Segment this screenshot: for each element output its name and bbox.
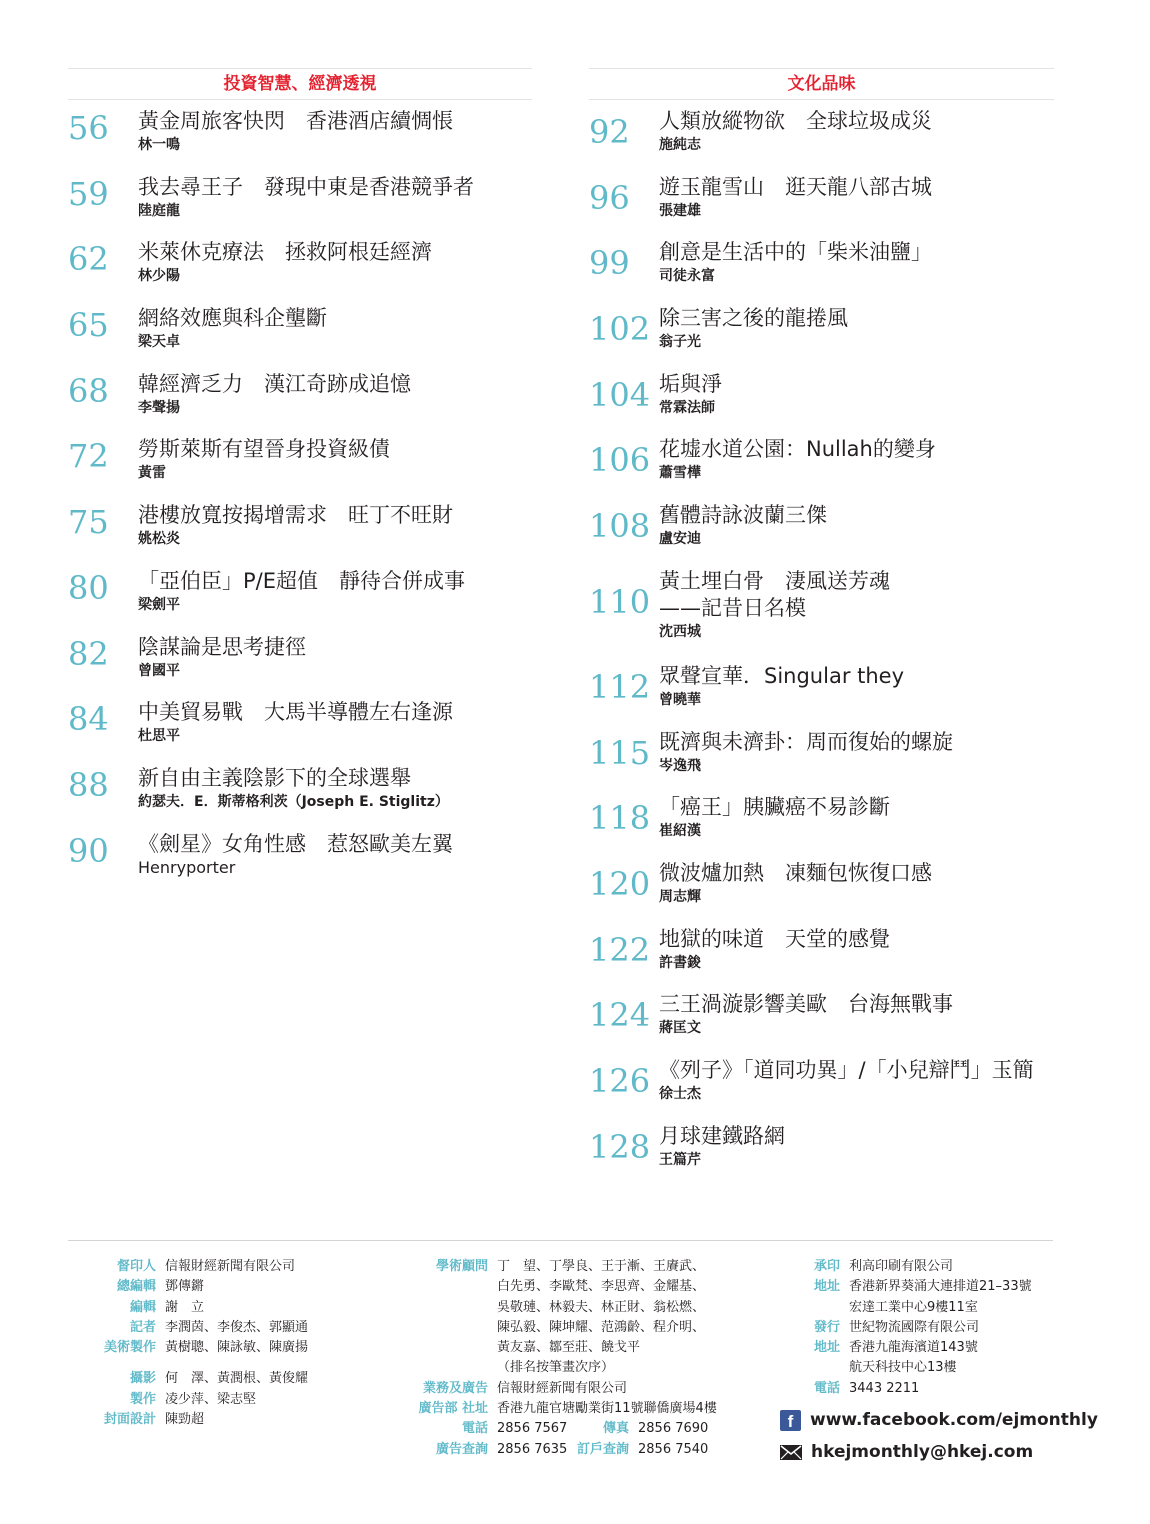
- article-title[interactable]: 舊體詩詠波蘭三傑: [659, 503, 827, 528]
- article-title[interactable]: 地獄的味道 天堂的感覺: [659, 926, 890, 951]
- page-number: 59: [68, 174, 109, 213]
- email-address[interactable]: hkejmonthly@hkej.com: [811, 1442, 1034, 1462]
- article-author: 曾曉華: [659, 691, 701, 708]
- page-number: 65: [68, 306, 109, 345]
- article-title[interactable]: 陰謀論是思考捷徑: [138, 634, 306, 659]
- page-number: 128: [589, 1127, 651, 1166]
- toc-entry[interactable]: [589, 428, 1054, 494]
- masthead-footer: [68, 1240, 1098, 1462]
- credit-value: 凌少萍、梁志堅: [165, 1391, 257, 1407]
- article-title[interactable]: 韓經濟乏力 漢江奇跡成追憶: [138, 371, 411, 396]
- article-title[interactable]: 黃金周旅客快閃 香港酒店續惆悵: [138, 109, 453, 133]
- toc-entry[interactable]: [68, 691, 532, 757]
- article-title[interactable]: 月球建鐵路網: [659, 1123, 785, 1148]
- credit-value: 利高印刷有限公司: [849, 1259, 954, 1274]
- credit-label: 總編輯: [116, 1279, 156, 1295]
- article-title[interactable]: 創意是生活中的「柴米油鹽」: [659, 240, 932, 265]
- article-author: 許書鋑: [659, 954, 701, 971]
- toc-entry[interactable]: [589, 918, 1054, 984]
- credit-value: 宏達工業中心9樓11室: [849, 1299, 978, 1315]
- article-title[interactable]: 勞斯萊斯有望晉身投資級債: [138, 437, 390, 462]
- toc-entry[interactable]: [589, 852, 1054, 918]
- toc-entry[interactable]: [68, 560, 532, 626]
- article-author: 司徒永富: [659, 268, 715, 285]
- credit-row: [68, 1318, 308, 1338]
- credit-label: 業務及廣告: [422, 1380, 488, 1396]
- article-title[interactable]: 眾聲宣華．Singular they: [659, 663, 905, 688]
- facebook-url[interactable]: www.facebook.com/ejmonthly: [810, 1410, 1098, 1430]
- page-number: 80: [68, 568, 109, 607]
- toc-entry[interactable]: [68, 100, 532, 166]
- article-author: 蕭雪樺: [659, 465, 701, 482]
- credit-value: 信報財經新聞有限公司: [497, 1380, 628, 1396]
- ad-enquiry-label: 廣告查詢: [435, 1441, 488, 1457]
- social-links: [780, 1404, 1098, 1468]
- credit-row: [68, 1369, 308, 1389]
- credit-value: 世紀物流國際有限公司: [849, 1319, 980, 1335]
- article-title[interactable]: 垢與淨: [659, 371, 722, 396]
- toc-entry[interactable]: [589, 560, 1054, 655]
- toc-entry[interactable]: [589, 1049, 1054, 1115]
- article-author: 梁劍平: [138, 596, 180, 613]
- page-number: 122: [589, 930, 651, 969]
- toc-entry[interactable]: [68, 428, 532, 494]
- credit-label: 封面設計: [103, 1412, 156, 1428]
- page-number: 56: [68, 109, 109, 147]
- toc-entry[interactable]: [68, 297, 532, 363]
- page-number: 62: [68, 240, 109, 279]
- credit-row: [795, 1318, 1032, 1338]
- article-author: 梁天卓: [138, 334, 180, 351]
- page-number: 99: [589, 244, 630, 283]
- credit-label: 學術顧問: [435, 1259, 488, 1274]
- credit-row: [398, 1318, 717, 1338]
- masthead-credits: [68, 1257, 308, 1430]
- article-author: 約瑟夫．E．斯蒂格利茨（Joseph E. Stiglitz）: [138, 793, 449, 810]
- page-number: 84: [68, 700, 109, 739]
- credit-row: [795, 1298, 1032, 1318]
- credit-value: 香港九龍官塘勵業街11號聯僑廣場4樓: [497, 1401, 717, 1417]
- credit-row: [795, 1379, 1032, 1399]
- article-author: 徐士杰: [659, 1085, 701, 1102]
- credit-row: [68, 1390, 308, 1410]
- credit-row: [398, 1440, 717, 1460]
- credit-row: [398, 1419, 717, 1439]
- article-author: 崔紹漢: [659, 823, 701, 840]
- credit-row: [398, 1399, 717, 1419]
- article-title[interactable]: 既濟與未濟卦：周而復始的螺旋: [659, 729, 953, 754]
- toc-entry[interactable]: [589, 786, 1054, 852]
- toc-column-investment: [68, 68, 532, 888]
- toc-entry[interactable]: [589, 363, 1054, 429]
- credit-label: 電話: [813, 1380, 840, 1396]
- spacer: [68, 1358, 308, 1369]
- ad-enquiry-value: 2856 7635: [497, 1441, 568, 1457]
- section-heading-investment: 投資智慧、經濟透視: [68, 68, 532, 100]
- article-author: 姚松炎: [138, 531, 180, 548]
- credit-value: 白先勇、李歐梵、李思齊、金耀基、: [497, 1279, 706, 1295]
- toc-entry[interactable]: [68, 166, 532, 232]
- credit-row: [68, 1257, 308, 1277]
- credit-value: 香港九龍海濱道143號: [849, 1340, 978, 1356]
- credit-row: [795, 1277, 1032, 1297]
- page-number: 90: [68, 831, 109, 870]
- page-number: 115: [589, 733, 651, 772]
- envelope-icon: [780, 1445, 802, 1460]
- phone-label: 電話: [461, 1421, 488, 1437]
- article-author: 陸庭龍: [138, 202, 180, 219]
- credit-value: （排名按筆畫次序）: [497, 1360, 615, 1376]
- article-title[interactable]: 網絡效應與科企壟斷: [138, 306, 327, 331]
- credit-row: [398, 1277, 717, 1297]
- toc-entry[interactable]: [68, 231, 532, 297]
- credit-value: 香港新界葵涌大連排道21–33號: [849, 1279, 1032, 1295]
- article-author: 杜思平: [138, 728, 180, 745]
- credit-value: 陳弘毅、陳坤耀、范鴻齡、程介明、: [497, 1319, 706, 1335]
- article-author: 李聲揚: [138, 399, 180, 416]
- page-number: 108: [589, 507, 651, 546]
- page-number: 88: [68, 765, 109, 804]
- email-link[interactable]: [780, 1436, 1098, 1468]
- page-number: 124: [589, 996, 651, 1035]
- page-number: 126: [589, 1061, 651, 1100]
- article-title[interactable]: 除三害之後的龍捲風: [659, 306, 848, 331]
- credit-value: 陳勁超: [165, 1412, 205, 1428]
- toc-entry[interactable]: [68, 757, 532, 823]
- article-title[interactable]: 「癌王」胰臟癌不易診斷: [659, 795, 890, 820]
- article-author: 黃雷: [138, 465, 166, 482]
- credit-value: 丁 望、丁學良、王于漸、王賡武、: [497, 1259, 706, 1274]
- credit-label: 編輯: [129, 1299, 156, 1315]
- credit-row: [398, 1358, 717, 1378]
- credit-label: 發行: [813, 1319, 840, 1335]
- article-title[interactable]: 「亞伯臣」P/E超值 靜待合併成事: [138, 568, 466, 593]
- credit-row: [795, 1257, 1032, 1277]
- credit-row: [398, 1257, 717, 1277]
- credit-label: 製作: [129, 1391, 156, 1407]
- fax-value: 2856 7690: [638, 1421, 709, 1437]
- article-title[interactable]: 我去尋王子 發現中東是香港競爭者: [138, 174, 474, 199]
- toc-entry[interactable]: [68, 823, 532, 889]
- toc-list-culture: [589, 100, 1054, 1180]
- credit-value: 謝 立: [165, 1299, 205, 1315]
- toc-entry[interactable]: [589, 655, 1054, 721]
- article-author: 王篇芹: [659, 1151, 701, 1168]
- credit-value: 鄧傳鏘: [165, 1279, 205, 1295]
- page-number: 96: [589, 178, 630, 217]
- page-number: 118: [589, 799, 651, 838]
- toc-entry[interactable]: [589, 494, 1054, 560]
- section-heading-culture: 文化品味: [589, 68, 1054, 100]
- article-title[interactable]: 港樓放寬按揭增需求 旺丁不旺財: [138, 503, 453, 528]
- page-number: 102: [589, 310, 651, 349]
- article-author: 林少陽: [138, 268, 180, 285]
- page-number: 106: [589, 441, 651, 480]
- toc-entry[interactable]: [68, 363, 532, 429]
- credit-label: 地址: [813, 1279, 840, 1295]
- credit-label: 記者: [129, 1319, 156, 1335]
- article-title[interactable]: 中美貿易戰 大馬半導體左右逢源: [138, 700, 453, 725]
- toc-column-culture: [589, 68, 1054, 1180]
- article-author: 曾國平: [138, 662, 180, 679]
- toc-entry[interactable]: [589, 297, 1054, 363]
- article-author: 翁子光: [659, 334, 701, 351]
- article-author: 岑逸飛: [659, 757, 701, 774]
- masthead-printing-distribution: [795, 1257, 1032, 1399]
- subscriber-enquiry-label: 訂戶查詢: [576, 1441, 629, 1457]
- credit-label: 美術製作: [103, 1340, 156, 1356]
- page-number: 120: [589, 864, 651, 903]
- article-title[interactable]: 米萊休克療法 拯救阿根廷經濟: [138, 240, 432, 265]
- article-title[interactable]: 微波爐加熱 凍麵包恢復口感: [659, 860, 932, 885]
- phone-value: 2856 7567: [497, 1421, 568, 1437]
- article-title[interactable]: 人類放縱物欲 全球垃圾成災: [659, 109, 932, 133]
- credit-label: 地址: [813, 1340, 840, 1356]
- credit-value: 黃樹聰、陳詠敏、陳廣揚: [165, 1340, 309, 1356]
- page-number: 68: [68, 371, 109, 410]
- page-number: 110: [589, 582, 651, 621]
- article-title[interactable]: 三王渦漩影響美歐 台海無戰事: [659, 992, 953, 1017]
- page-number: 92: [589, 113, 630, 151]
- article-title[interactable]: 《劍星》女角性感 惹怒歐美左翼: [138, 831, 453, 856]
- article-author: 沈西城: [659, 623, 701, 640]
- fax-label: 傳真: [602, 1421, 629, 1437]
- article-subtitle[interactable]: ——記昔日名模: [659, 595, 806, 620]
- toc-entry[interactable]: [589, 983, 1054, 1049]
- article-author: 周志輝: [659, 888, 701, 905]
- credit-value: 吳敬璉、林毅夫、林正財、翁松燃、: [497, 1299, 706, 1315]
- credit-value: 何 澤、黃潤根、黃俊耀: [165, 1371, 309, 1387]
- credit-label: 督印人: [116, 1259, 156, 1274]
- credit-row: [68, 1298, 308, 1318]
- toc-entry[interactable]: [589, 100, 1054, 166]
- article-title[interactable]: 黃土埋白骨 淒風送芳魂: [659, 568, 890, 593]
- toc-list-investment: [68, 100, 532, 888]
- toc-entry[interactable]: [68, 626, 532, 692]
- credit-row: [68, 1410, 308, 1430]
- credit-label: 承印: [813, 1259, 840, 1274]
- facebook-link[interactable]: [780, 1404, 1098, 1436]
- article-title[interactable]: 《列子》「道同功異」/「小兒辯鬥」玉簡: [659, 1057, 1034, 1082]
- toc-entry[interactable]: [68, 494, 532, 560]
- page-number: 72: [68, 437, 109, 476]
- credit-value: 李潤茵、李俊杰、郭顯通: [165, 1319, 309, 1335]
- article-author: 蔣匡文: [659, 1020, 701, 1037]
- toc-entry[interactable]: [589, 166, 1054, 232]
- toc-entry[interactable]: [589, 231, 1054, 297]
- credit-row: [68, 1338, 308, 1358]
- credit-value: 航天科技中心13樓: [849, 1360, 957, 1376]
- article-title[interactable]: 遊玉龍雪山 逛天龍八部古城: [659, 174, 932, 199]
- article-author: 常霖法師: [659, 399, 715, 416]
- page-number: 82: [68, 634, 109, 673]
- credit-row: [795, 1358, 1032, 1378]
- toc-entry[interactable]: [589, 721, 1054, 787]
- page-number: 104: [589, 375, 651, 414]
- credit-row: [398, 1298, 717, 1318]
- credit-label: 廣告部 社址: [418, 1401, 488, 1417]
- article-author: 張建雄: [659, 202, 701, 219]
- credit-label: 攝影: [129, 1371, 156, 1387]
- masthead-advisors-advertising: [398, 1257, 717, 1460]
- facebook-icon: f: [780, 1410, 801, 1431]
- page-number: 112: [589, 667, 651, 706]
- credit-row: [68, 1277, 308, 1297]
- credit-value: 黃友嘉、鄒至莊、饒戈平: [497, 1340, 641, 1356]
- article-author: 施純志: [659, 137, 701, 153]
- article-author: 林一鳴: [138, 137, 180, 153]
- page-number: 75: [68, 503, 109, 542]
- toc-entry[interactable]: [589, 1115, 1054, 1181]
- article-author: 盧安迪: [659, 531, 701, 548]
- credit-row: [795, 1338, 1032, 1358]
- article-author: Henryporter: [138, 857, 236, 877]
- subscriber-enquiry-value: 2856 7540: [638, 1441, 709, 1457]
- credit-row: [398, 1338, 717, 1358]
- article-title[interactable]: 新自由主義陰影下的全球選舉: [138, 765, 411, 790]
- article-title[interactable]: 花墟水道公園：Nullah的變身: [659, 437, 936, 462]
- credit-row: [398, 1379, 717, 1399]
- credit-value: 3443 2211: [849, 1380, 920, 1396]
- credit-value: 信報財經新聞有限公司: [165, 1259, 296, 1274]
